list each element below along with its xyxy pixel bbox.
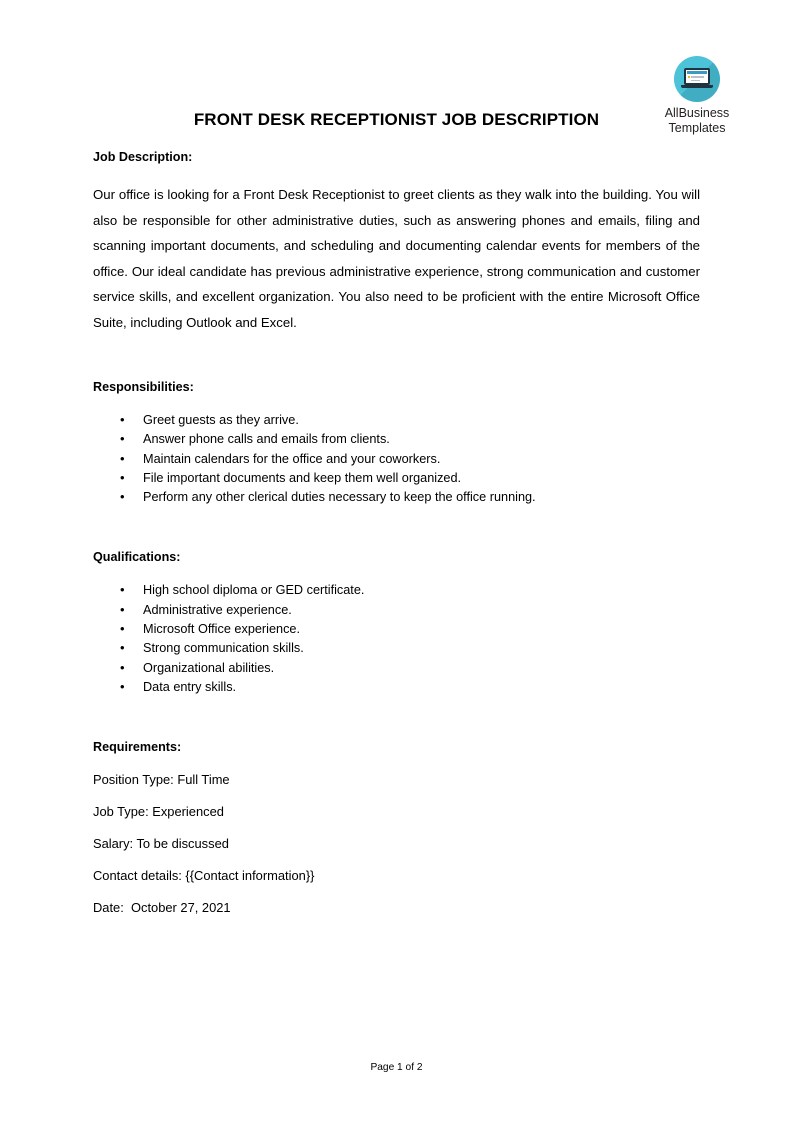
requirement-job-type: Job Type: Experienced bbox=[93, 804, 224, 820]
list-item: • File important documents and keep them well organized. bbox=[93, 469, 700, 488]
list-item: • Organizational abilities. bbox=[93, 659, 700, 678]
responsibilities-heading: Responsibilities: bbox=[93, 380, 194, 394]
requirement-position-type: Position Type: Full Time bbox=[93, 772, 230, 788]
list-item: • Maintain calendars for the office and your coworkers. bbox=[93, 450, 700, 469]
list-item: • Data entry skills. bbox=[93, 678, 700, 697]
qualifications-heading: Qualifications: bbox=[93, 550, 181, 565]
list-item: • High school diploma or GED certificate. bbox=[93, 581, 700, 600]
logo-wordmark-line2: Templates bbox=[668, 120, 726, 135]
logo-wordmark-line1: AllBusiness bbox=[664, 106, 730, 120]
responsibilities-list bbox=[93, 396, 700, 507]
list-item: • Microsoft Office experience. bbox=[93, 620, 700, 639]
requirement-salary: Salary: To be discussed bbox=[93, 836, 229, 852]
page-footer: Page 1 of 2 bbox=[370, 1062, 423, 1073]
list-item: • Perform any other clerical duties necessary to keep the office running. bbox=[93, 488, 700, 507]
page-title: FRONT DESK RECEPTIONIST JOB DESCRIPTION bbox=[193, 110, 600, 129]
list-item: • Strong communication skills. bbox=[93, 639, 700, 658]
intro-paragraph: Our office is looking for a Front Desk Receptionist to greet clients as they walk into the building. You will also be responsible for other administrative duties, such as answering phones and emails, filing and scanning important documents, and scheduling and documenting calendar events for members of the office. Our ideal candidate has previous administrative experience, strong communication and customer service skills, and excellent organization. You also need to be proficient with the entire Microsoft Office Suite, including Outlook and Excel. bbox=[93, 187, 700, 330]
list-item: • Greet guests as they arrive. bbox=[93, 411, 700, 430]
requirement-contact-details: Contact details: {{Contact information}} bbox=[93, 868, 315, 884]
list-item: • Administrative experience. bbox=[93, 601, 700, 620]
list-item: • Answer phone calls and emails from clients. bbox=[93, 430, 700, 449]
requirements-heading: Requirements: bbox=[93, 740, 182, 755]
qualifications-list bbox=[93, 566, 700, 697]
requirement-date: Date: October 27, 2021 bbox=[93, 900, 231, 916]
job-description-label: Job Description: bbox=[93, 150, 193, 164]
document-body bbox=[93, 0, 700, 916]
